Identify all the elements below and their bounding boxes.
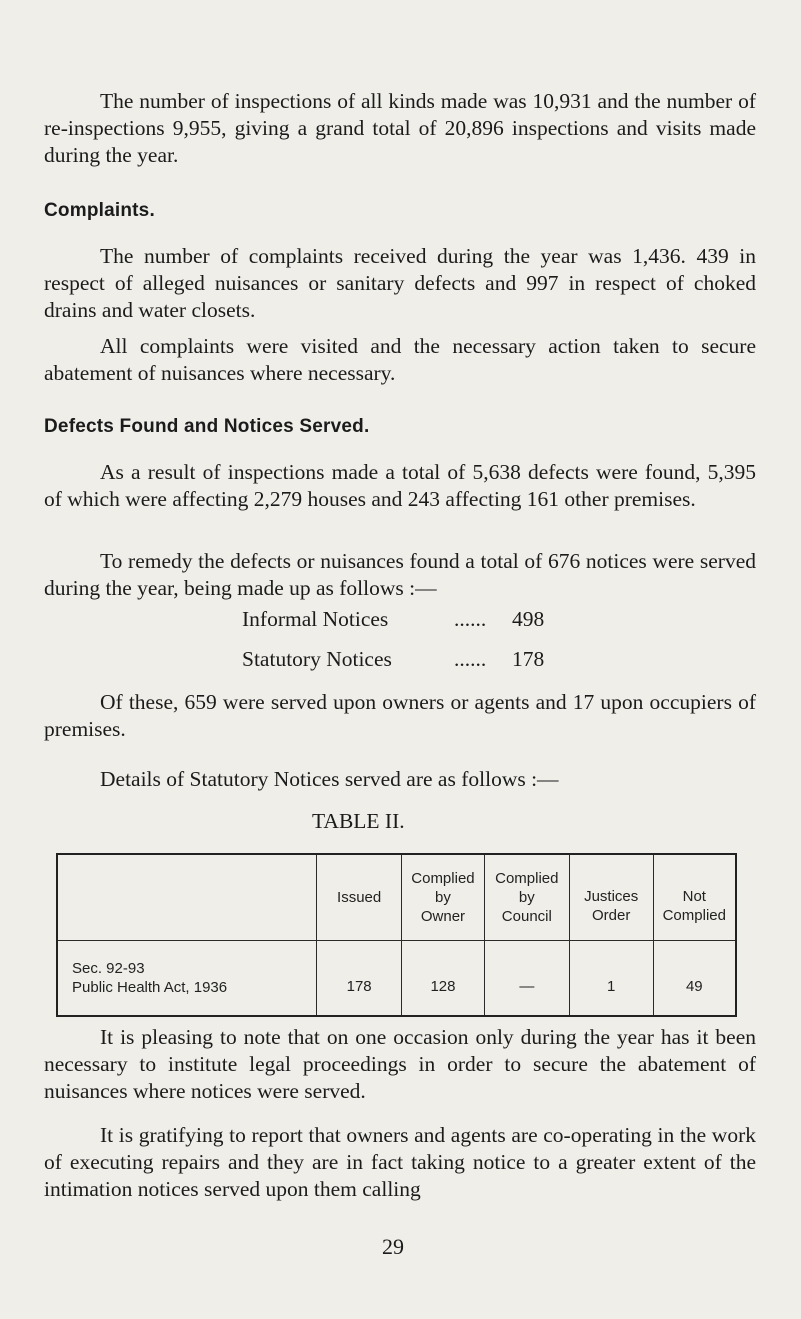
header-justices-order: Justices Order (569, 854, 653, 940)
paragraph-statutory-details: Details of Statutory Notices served are as follows :— (100, 767, 559, 791)
header-complied-council: Complied by Council (484, 854, 569, 940)
header-not-complied: Not Complied (653, 854, 736, 940)
page-number: 29 (382, 1234, 404, 1259)
paragraph-legal-proceedings: It is pleasing to note that on one occasion only during the year has it been necessary to institute legal proceedings in order to secure the abatement of nuisances where notices were served. (44, 1025, 756, 1103)
paragraph-inspections: The number of inspections of all kinds made was 10,931 and the number of re-inspections 9,955, giving a grand total of 20,896 inspections and visits made during the year. (44, 89, 756, 167)
notice-label: Informal Notices (242, 607, 389, 631)
paragraph-defects-found: As a result of inspections made a total of 5,638 defects were found, 5,395 of which were affecting 2,279 houses and 243 affecting 161 other premises. (44, 460, 756, 511)
paragraph-owners-occupiers: Of these, 659 were served upon owners or agents and 17 upon occupiers of premises. (44, 690, 756, 741)
notice-label: Statutory Notices (242, 647, 392, 671)
table-header-row (57, 854, 736, 940)
header-complied-owner: Complied by Owner (402, 854, 485, 940)
cell-complied-council: — (484, 940, 569, 1016)
notice-leader: ...... (454, 607, 487, 631)
cell-complied-owner: 128 (402, 940, 485, 1016)
statutory-notices-table (56, 853, 737, 1017)
cell-justices-order: 1 (569, 940, 653, 1016)
notice-value: 498 (512, 607, 545, 631)
table-title: TABLE II. (312, 809, 405, 833)
cell-not-complied: 49 (653, 940, 736, 1016)
notice-value: 178 (512, 647, 545, 671)
notice-leader: ...... (454, 647, 487, 671)
header-blank (57, 854, 317, 940)
table-row (57, 940, 736, 1016)
row-label: Sec. 92-93 Public Health Act, 1936 (57, 940, 317, 1016)
heading-defects: Defects Found and Notices Served. (44, 416, 370, 437)
paragraph-complaints-count: The number of complaints received during the year was 1,436. 439 in respect of alleged nuisances or sanitary defects and 997 in respect of choked drains and water closets. (44, 244, 756, 322)
header-issued: Issued (317, 854, 402, 940)
cell-issued: 178 (317, 940, 402, 1016)
paragraph-notices-served: To remedy the defects or nuisances found a total of 676 notices were served during the year, being made up as follows :— (44, 549, 756, 600)
heading-complaints: Complaints. (44, 200, 155, 221)
paragraph-cooperation: It is gratifying to report that owners and agents are co-operating in the work of executing repairs and they are in fact taking notice to a greater extent of the intimation notices served upon them calling (44, 1123, 756, 1201)
paragraph-complaints-action: All complaints were visited and the necessary action taken to secure abatement of nuisances where necessary. (44, 334, 756, 385)
